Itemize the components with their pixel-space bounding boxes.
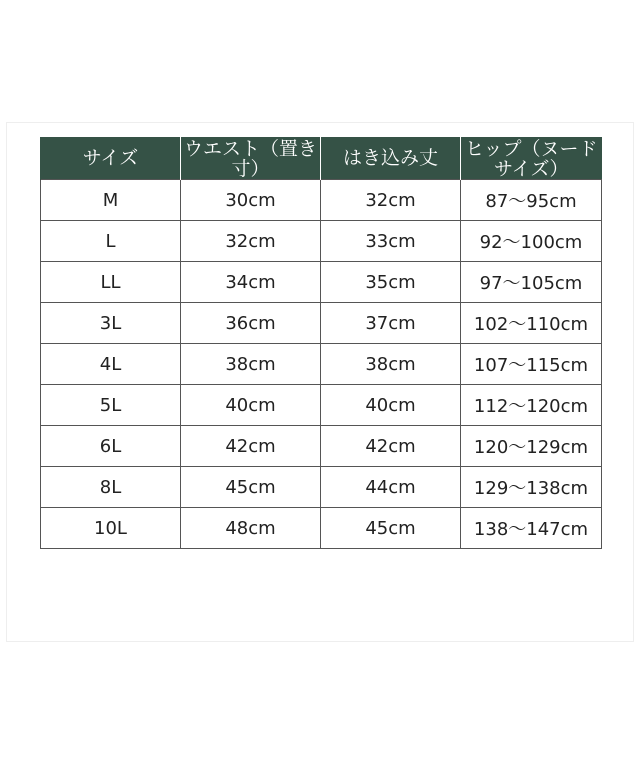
table-row xyxy=(41,385,602,426)
table-row xyxy=(41,221,602,262)
header-waist: ウエスト（置き寸） xyxy=(181,137,321,180)
cell-waist: 32cm xyxy=(181,221,321,262)
table-row xyxy=(41,303,602,344)
cell-waist: 40cm xyxy=(181,385,321,426)
cell-size: 5L xyxy=(41,385,181,426)
cell-hip: 138～147cm xyxy=(461,508,602,549)
header-size: サイズ xyxy=(41,137,181,180)
cell-waist: 30cm xyxy=(181,180,321,221)
cell-hip: 97～105cm xyxy=(461,262,602,303)
table-row xyxy=(41,344,602,385)
cell-inseam: 33cm xyxy=(321,221,461,262)
cell-inseam: 44cm xyxy=(321,467,461,508)
header-row xyxy=(41,137,602,180)
cell-hip: 92～100cm xyxy=(461,221,602,262)
cell-size: L xyxy=(41,221,181,262)
cell-size: 3L xyxy=(41,303,181,344)
cell-inseam: 40cm xyxy=(321,385,461,426)
cell-hip: 102～110cm xyxy=(461,303,602,344)
table-row xyxy=(41,508,602,549)
cell-waist: 42cm xyxy=(181,426,321,467)
cell-waist: 38cm xyxy=(181,344,321,385)
cell-hip: 129～138cm xyxy=(461,467,602,508)
table-row xyxy=(41,262,602,303)
header-hip: ヒップ（ヌードサイズ） xyxy=(461,137,602,180)
cell-size: 4L xyxy=(41,344,181,385)
cell-size: LL xyxy=(41,262,181,303)
cell-size: 6L xyxy=(41,426,181,467)
cell-size: M xyxy=(41,180,181,221)
cell-waist: 34cm xyxy=(181,262,321,303)
cell-size: 10L xyxy=(41,508,181,549)
cell-waist: 48cm xyxy=(181,508,321,549)
table-row xyxy=(41,180,602,221)
cell-hip: 120～129cm xyxy=(461,426,602,467)
table-row xyxy=(41,426,602,467)
cell-waist: 45cm xyxy=(181,467,321,508)
header-inseam: はき込み丈 xyxy=(321,137,461,180)
cell-inseam: 42cm xyxy=(321,426,461,467)
cell-inseam: 45cm xyxy=(321,508,461,549)
table-row xyxy=(41,467,602,508)
cell-waist: 36cm xyxy=(181,303,321,344)
cell-hip: 107～115cm xyxy=(461,344,602,385)
cell-inseam: 37cm xyxy=(321,303,461,344)
cell-inseam: 32cm xyxy=(321,180,461,221)
cell-inseam: 38cm xyxy=(321,344,461,385)
cell-size: 8L xyxy=(41,467,181,508)
size-chart-table xyxy=(40,137,602,549)
table-body xyxy=(41,180,602,549)
cell-inseam: 35cm xyxy=(321,262,461,303)
cell-hip: 87～95cm xyxy=(461,180,602,221)
cell-hip: 112～120cm xyxy=(461,385,602,426)
